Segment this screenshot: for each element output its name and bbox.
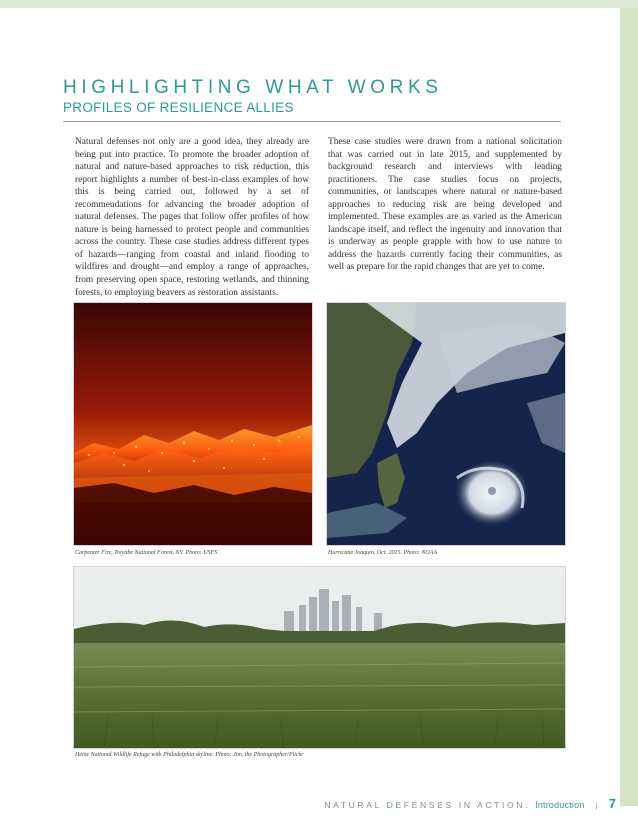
page-number: 7 bbox=[608, 796, 616, 811]
wildfire-caption: Carpenter Fire, Toiyabe National Forest, NV. Photo: USFS bbox=[75, 550, 218, 556]
hurricane-satellite-photo bbox=[326, 302, 566, 546]
intro-paragraph-left: Natural defenses not only are a good idea, they already are being put into practice. To promote the broader adoption of natural and nature-based approaches to risk reduction, this report highlights a number of best-in-class examples of how this is being carried out, followed by a set of recommendations for advancing the broader adoption of natural defenses. The pages that follow offer profiles of how nature is being harnessed to protect people and communities across the country. These case studies address different types of hazards—ranging from coastal and inland flooding to wildfires and drought—and employ a range of approaches, from preserving open space, restoring wetlands, and thinning forests, to employing beavers as restoration assistants. bbox=[75, 137, 309, 298]
marsh-skyline-photo bbox=[73, 566, 566, 749]
footer-separator: | bbox=[595, 800, 598, 810]
hurricane-caption: Hurricane Joaquin, Oct. 2015. Photo: NOAA bbox=[328, 550, 437, 556]
wildfire-photo bbox=[73, 302, 313, 546]
page-title: HIGHLIGHTING WHAT WORKS bbox=[63, 77, 443, 98]
side-decorative-band bbox=[620, 8, 638, 806]
top-decorative-band bbox=[0, 0, 638, 8]
intro-paragraph-right: These case studies were drawn from a national solicitation that was carried out in late 2015, and supplemented by background research and interviews with leading practitioners. The case studies focus on projects, communities, or landscapes where natural or nature-based approaches to reducing risk are being developed and implemented. These examples are as varied as the American landscape itself, and reflect the ingenuity and innovation that is underway as people grapple with how to use nature to address the hazards currently facing their communities, as well as prepare for the rapid changes that are yet to come. bbox=[328, 137, 562, 273]
page-subtitle: PROFILES OF RESILIENCE ALLIES bbox=[63, 100, 294, 115]
marsh-caption: Heinz National Wildlife Refuge with Philadelphia skyline. Photo: Jim, the Photographer/Flickr bbox=[75, 752, 304, 758]
footer-publication-title: NATURAL DEFENSES IN ACTION: bbox=[324, 800, 531, 810]
footer-section-name: Introduction bbox=[535, 800, 585, 810]
page-footer bbox=[324, 796, 616, 811]
title-divider bbox=[63, 121, 561, 122]
